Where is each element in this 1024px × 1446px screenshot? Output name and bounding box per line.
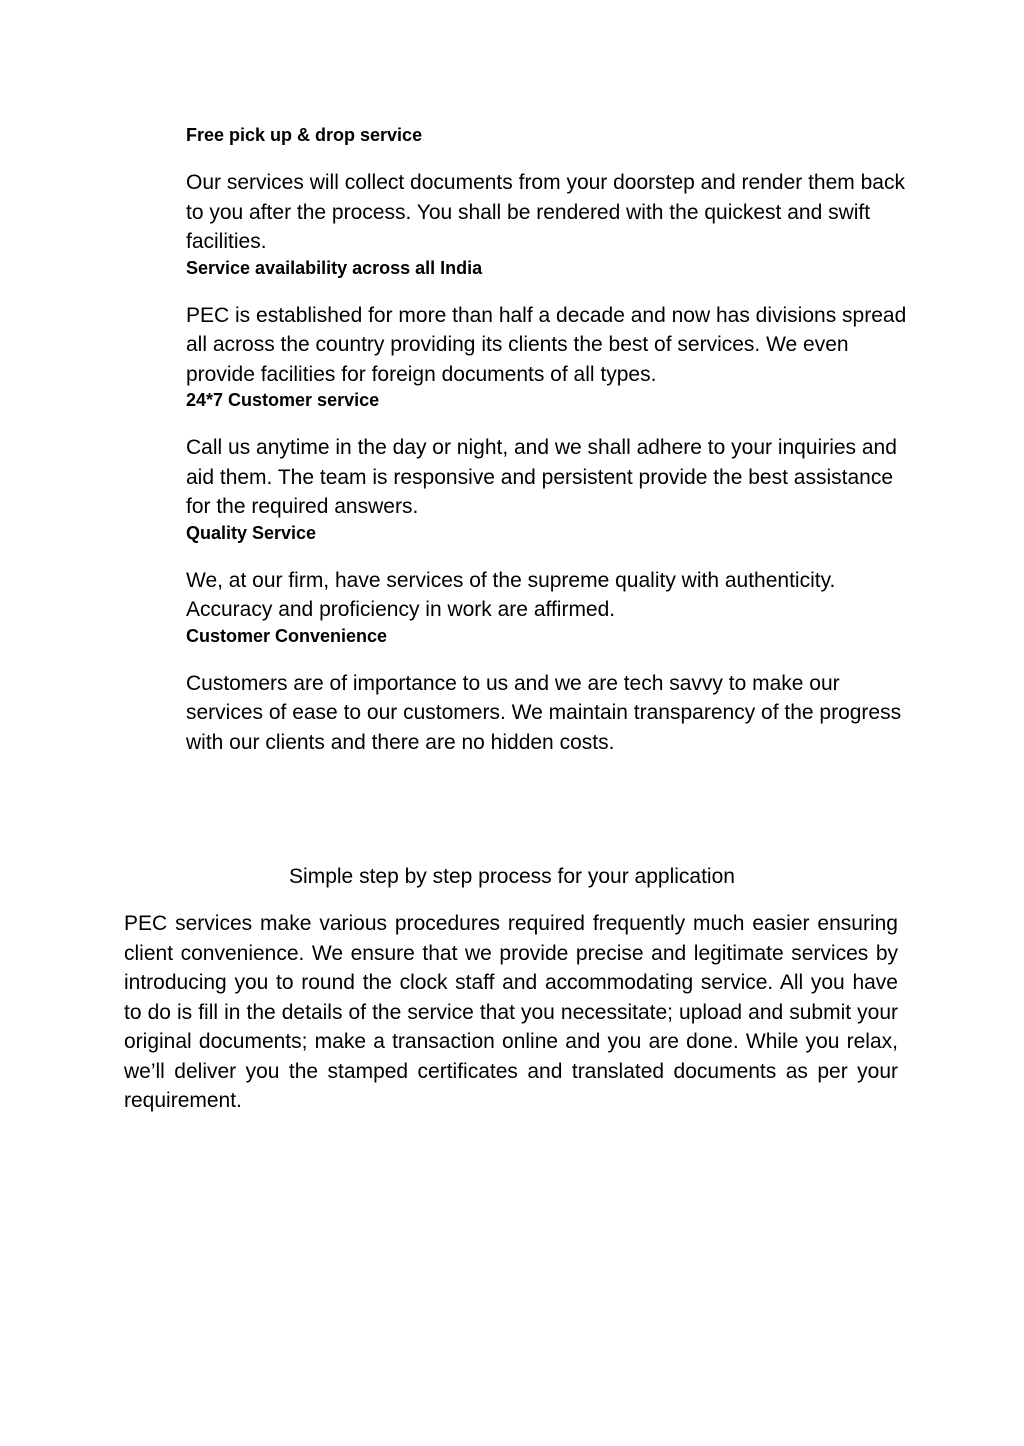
features-section: [186, 124, 916, 757]
feature-body: Our services will collect documents from your doorstep and render them back to you after the process. You shall be rendered with the quickest and swift facilities.: [186, 171, 905, 253]
feature-heading: 24*7 Customer service: [186, 390, 380, 410]
feature-convenience: [186, 625, 916, 758]
feature-heading: Free pick up & drop service: [186, 125, 423, 145]
feature-body: PEC is established for more than half a decade and now has divisions spread all across the country providing its clients the best of services. We even provide facilities for foreign documents of all types.: [186, 303, 907, 386]
feature-body: Call us anytime in the day or night, and we shall adhere to your inquiries and aid them. The team is responsive and persistent provide the best assistance for the required answers.: [186, 436, 897, 518]
feature-heading: Quality Service: [186, 522, 317, 543]
process-paragraph: PEC services make various procedures required frequently much easier ensuring client convenience. We ensure that we provide precise and legitimate services by introducing you to round the clock staff and accommodating service. All you have to do is fill in the details of the service that you necessitate; upload and submit your original documents; make a transaction online and you are done. While you relax, we’ll deliver you the stamped certificates and translated documents as per your requirement.: [124, 912, 898, 1112]
feature-availability: [186, 257, 916, 390]
feature-heading: Customer Convenience: [186, 625, 388, 646]
feature-pickup-drop: [186, 124, 916, 257]
feature-body: Customers are of importance to us and we are tech savvy to make our services of ease to our customers. We maintain transparency of the progress with our clients and there are no hidden costs.: [186, 671, 902, 754]
feature-quality: [186, 522, 916, 625]
feature-heading: Service availability across all India: [186, 257, 483, 278]
process-title: Simple step by step process for your application: [289, 865, 735, 888]
feature-customer-service: [186, 389, 916, 522]
feature-body: We, at our firm, have services of the supreme quality with authenticity. Accuracy and proficiency in work are affirmed.: [186, 568, 836, 621]
